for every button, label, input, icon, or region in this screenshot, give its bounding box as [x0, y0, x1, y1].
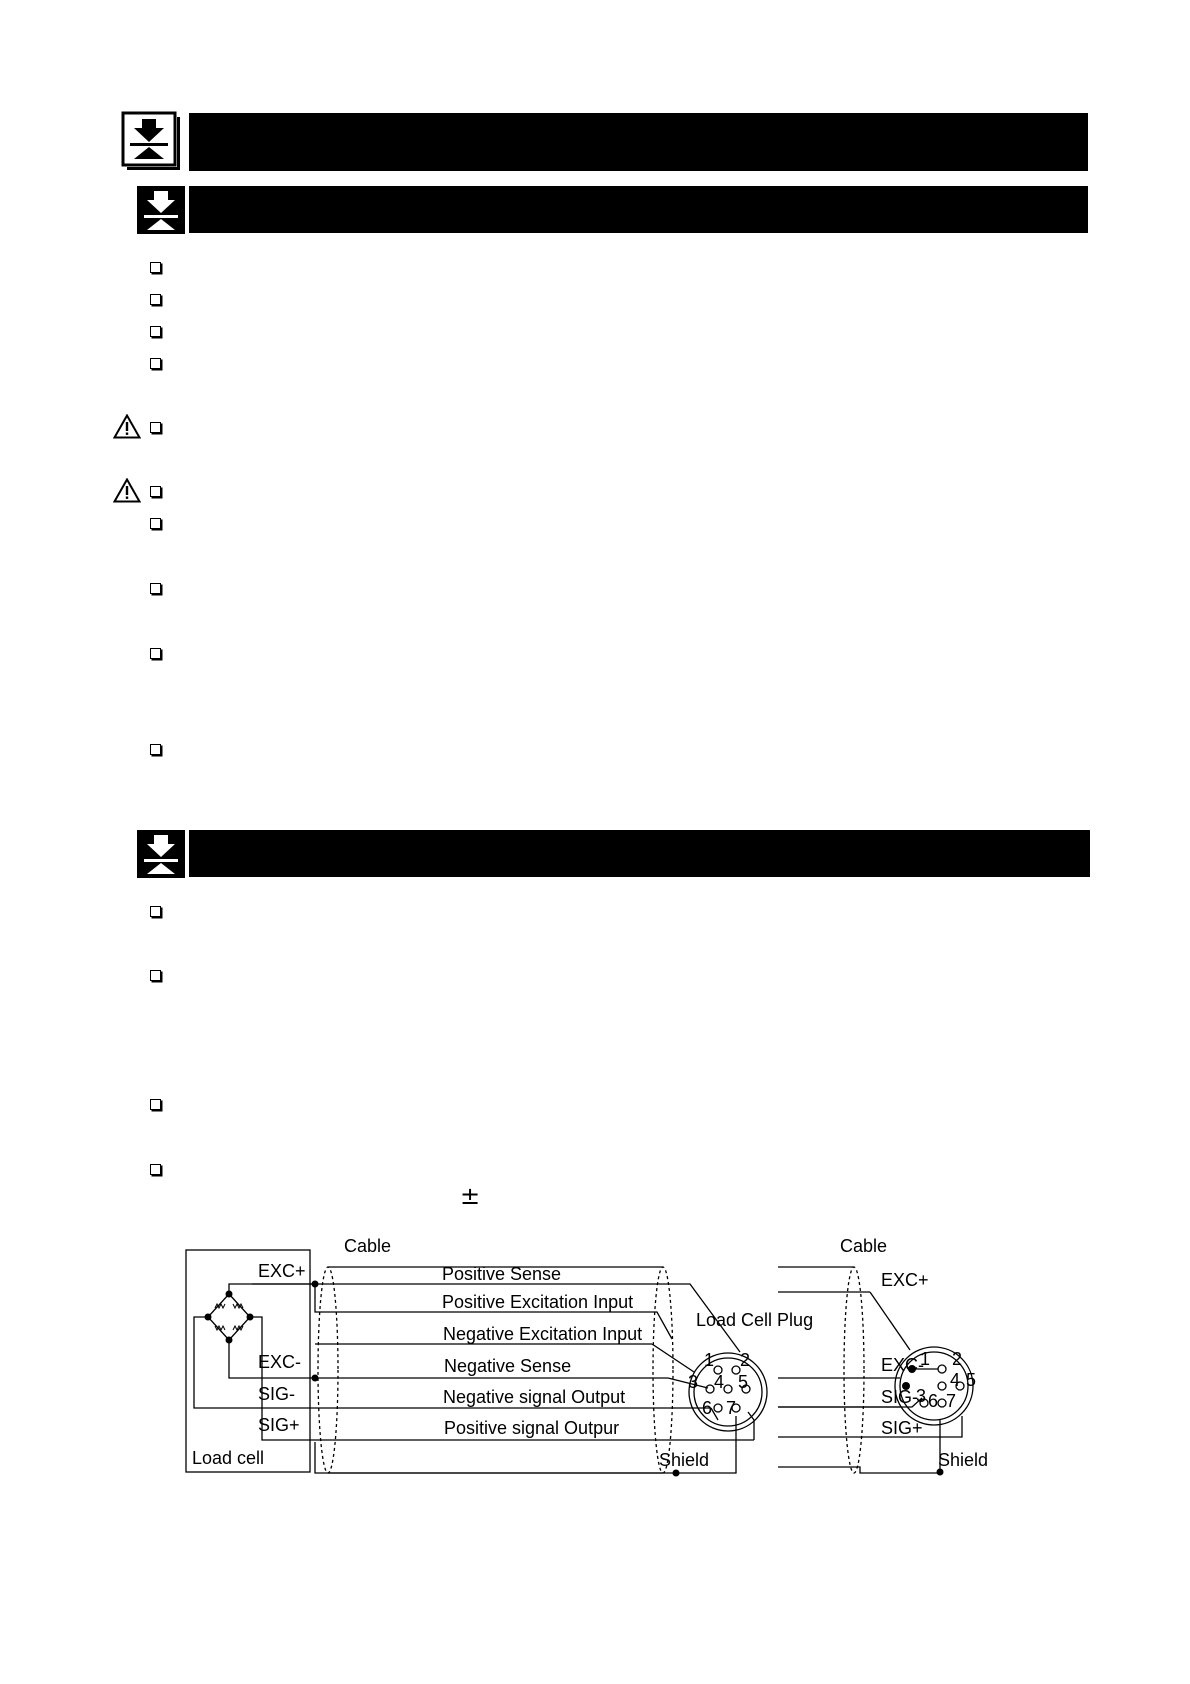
terminal-exc-minus: EXC-: [258, 1352, 302, 1372]
pin-1-right: 1: [920, 1349, 931, 1369]
load-cell-label: Load cell: [192, 1448, 265, 1468]
terminal-sig-minus-right: SIG-: [881, 1387, 919, 1407]
pin-3: 3: [688, 1372, 699, 1392]
checkbox-bullet-icon: [150, 648, 161, 659]
strain-gauge-bridge: [208, 1294, 250, 1340]
section-title-bar-1: [189, 186, 1088, 233]
plus-minus-symbol: ±: [460, 1182, 481, 1210]
terminal-exc-plus-right: EXC+: [881, 1270, 929, 1290]
checkbox-bullet-icon: [150, 486, 161, 497]
pin-5-right: 5: [966, 1370, 977, 1390]
load-arrow-icon: [120, 110, 180, 170]
subheader-icon-2: [137, 830, 185, 878]
shield-label-left: Shield: [659, 1450, 710, 1470]
terminal-exc-plus: EXC+: [258, 1261, 306, 1281]
checkbox-bullet-icon: [150, 326, 161, 337]
terminal-sig-minus: SIG-: [258, 1384, 296, 1404]
wire-positive-excitation: Positive Excitation Input: [442, 1292, 634, 1312]
pin-1: 1: [704, 1350, 715, 1370]
checkbox-bullet-icon: [150, 262, 161, 273]
pin-6-right: 6: [928, 1391, 939, 1411]
terminal-exc-minus-right: EXC-: [881, 1355, 925, 1375]
pin-4: 4: [714, 1372, 725, 1392]
subheader-icon-1: [137, 186, 185, 234]
checkbox-bullet-icon: [150, 422, 161, 433]
pin-2: 2: [740, 1350, 751, 1370]
checkbox-bullet-icon: [150, 583, 161, 594]
load-arrow-icon: [137, 830, 185, 878]
pin-5: 5: [738, 1372, 749, 1392]
checkbox-bullet-icon: [150, 518, 161, 529]
terminal-sig-plus-right: SIG+: [881, 1418, 923, 1438]
checkbox-bullet-icon: [150, 744, 161, 755]
shield-label-right: Shield: [938, 1450, 989, 1470]
wire-positive-signal: Positive signal Outpur: [444, 1418, 620, 1438]
wire-negative-excitation: Negative Excitation Input: [443, 1324, 643, 1344]
pin-4-right: 4: [950, 1370, 961, 1390]
load-arrow-icon: [137, 186, 185, 234]
checkbox-bullet-icon: [150, 1164, 161, 1175]
header-icon-main: [120, 110, 180, 170]
section-title-bar-main: [189, 113, 1088, 171]
wire-negative-sense: Negative Sense: [444, 1356, 572, 1376]
warning-triangle-icon: [113, 478, 141, 503]
pin-2-right: 2: [952, 1349, 963, 1369]
load-cell-wiring-diagram: [170, 1220, 1070, 1480]
checkbox-bullet-icon: [150, 358, 161, 369]
checkbox-bullet-icon: [150, 970, 161, 981]
pin-3-right: 3: [916, 1386, 927, 1406]
section-title-bar-2: [189, 830, 1090, 877]
wire-positive-sense: Positive Sense: [442, 1264, 562, 1284]
checkbox-bullet-icon: [150, 1099, 161, 1110]
warning-triangle-icon: [113, 414, 141, 439]
checkbox-bullet-icon: [150, 906, 161, 917]
cable-label-right: Cable: [840, 1236, 888, 1256]
pin-7-right: 7: [946, 1391, 957, 1411]
cable-label-left: Cable: [344, 1236, 392, 1256]
checkbox-bullet-icon: [150, 294, 161, 305]
wire-negative-signal: Negative signal Output: [443, 1387, 626, 1407]
terminal-sig-plus: SIG+: [258, 1415, 300, 1435]
pin-6: 6: [702, 1398, 713, 1418]
load-cell-plug-label: Load Cell Plug: [696, 1310, 814, 1330]
pin-7: 7: [726, 1398, 737, 1418]
load-cell-plug-left: [689, 1353, 767, 1431]
